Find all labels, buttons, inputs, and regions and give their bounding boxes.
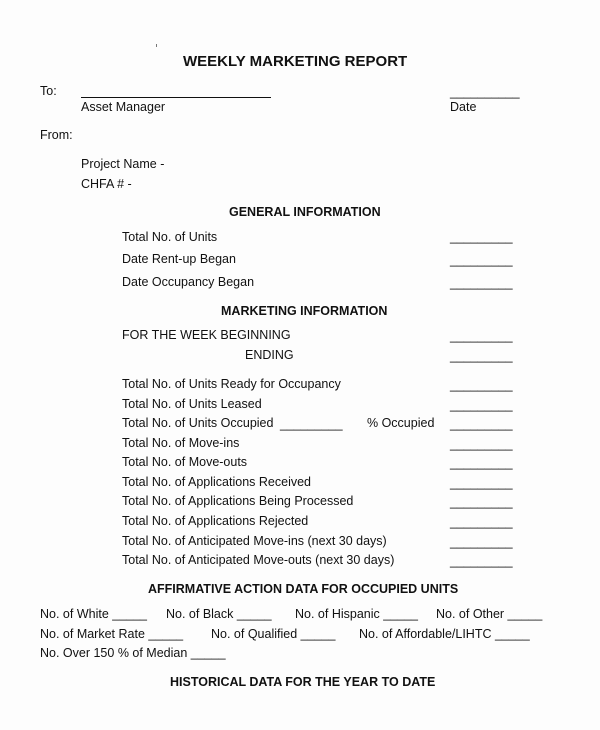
no-of-qualified: No. of Qualified _____ bbox=[211, 627, 336, 641]
units-occupied-label: Total No. of Units Occupied bbox=[122, 416, 274, 430]
occupancy-began-label: Date Occupancy Began bbox=[122, 275, 255, 289]
no-of-hispanic: No. of Hispanic _____ bbox=[295, 607, 418, 621]
project-name-label: Project Name - bbox=[81, 157, 165, 171]
move-outs-blank: _________ bbox=[450, 456, 513, 470]
units-ready-blank: _________ bbox=[450, 378, 513, 392]
marketing-information-heading: MARKETING INFORMATION bbox=[221, 304, 388, 318]
units-leased-blank: _________ bbox=[450, 398, 513, 412]
stray-mark bbox=[156, 44, 157, 47]
occupancy-began-blank: _________ bbox=[450, 276, 513, 290]
total-units-blank: _________ bbox=[450, 230, 513, 244]
rent-up-began-blank: _________ bbox=[450, 253, 513, 267]
to-label: To: bbox=[40, 84, 57, 98]
affirmative-action-heading: AFFIRMATIVE ACTION DATA FOR OCCUPIED UNITS bbox=[148, 582, 459, 596]
no-of-white: No. of White _____ bbox=[40, 607, 148, 621]
units-occupied-blank: _________ bbox=[450, 417, 513, 431]
applications-processed-blank: _________ bbox=[450, 495, 513, 509]
no-of-market-rate: No. of Market Rate _____ bbox=[40, 627, 184, 641]
rent-up-began-label: Date Rent-up Began bbox=[122, 252, 236, 266]
anticipated-move-ins-blank: _________ bbox=[450, 535, 513, 549]
ending-label: ENDING bbox=[245, 348, 294, 362]
chfa-label: CHFA # - bbox=[81, 177, 132, 191]
ending-blank: _________ bbox=[450, 349, 513, 363]
move-ins-blank: _________ bbox=[450, 437, 513, 451]
general-information-heading: GENERAL INFORMATION bbox=[229, 205, 381, 219]
move-outs-label: Total No. of Move-outs bbox=[122, 455, 248, 469]
date-blank: __________ bbox=[450, 85, 520, 99]
week-beginning-blank: _________ bbox=[450, 329, 513, 343]
no-of-affordable-lihtc: No. of Affordable/LIHTC _____ bbox=[359, 627, 530, 641]
units-ready-label: Total No. of Units Ready for Occupancy bbox=[122, 377, 341, 391]
applications-processed-label: Total No. of Applications Being Processed bbox=[122, 494, 354, 508]
from-label: From: bbox=[40, 128, 73, 142]
no-of-black: No. of Black _____ bbox=[166, 607, 272, 621]
report-title: WEEKLY MARKETING REPORT bbox=[183, 53, 408, 70]
applications-rejected-label: Total No. of Applications Rejected bbox=[122, 514, 309, 528]
to-signature-line bbox=[81, 97, 271, 98]
applications-received-blank: _________ bbox=[450, 476, 513, 490]
anticipated-move-outs-blank: _________ bbox=[450, 554, 513, 568]
date-label: Date bbox=[450, 100, 477, 114]
percent-occupied-label: % Occupied bbox=[367, 416, 435, 430]
move-ins-label: Total No. of Move-ins bbox=[122, 436, 240, 450]
units-occupied-mid-blank: _________ bbox=[280, 417, 343, 431]
no-of-other: No. of Other _____ bbox=[436, 607, 543, 621]
week-beginning-label: FOR THE WEEK BEGINNING bbox=[122, 328, 291, 342]
units-leased-label: Total No. of Units Leased bbox=[122, 397, 262, 411]
no-over-150-median: No. Over 150 % of Median _____ bbox=[40, 646, 226, 660]
historical-data-heading: HISTORICAL DATA FOR THE YEAR TO DATE bbox=[170, 675, 436, 689]
anticipated-move-ins-label: Total No. of Anticipated Move-ins (next 30 days) bbox=[122, 534, 387, 548]
asset-manager-label: Asset Manager bbox=[81, 100, 166, 114]
total-units-label: Total No. of Units bbox=[122, 230, 218, 244]
anticipated-move-outs-label: Total No. of Anticipated Move-outs (next 30 days) bbox=[122, 553, 395, 567]
applications-received-label: Total No. of Applications Received bbox=[122, 475, 311, 489]
applications-rejected-blank: _________ bbox=[450, 515, 513, 529]
